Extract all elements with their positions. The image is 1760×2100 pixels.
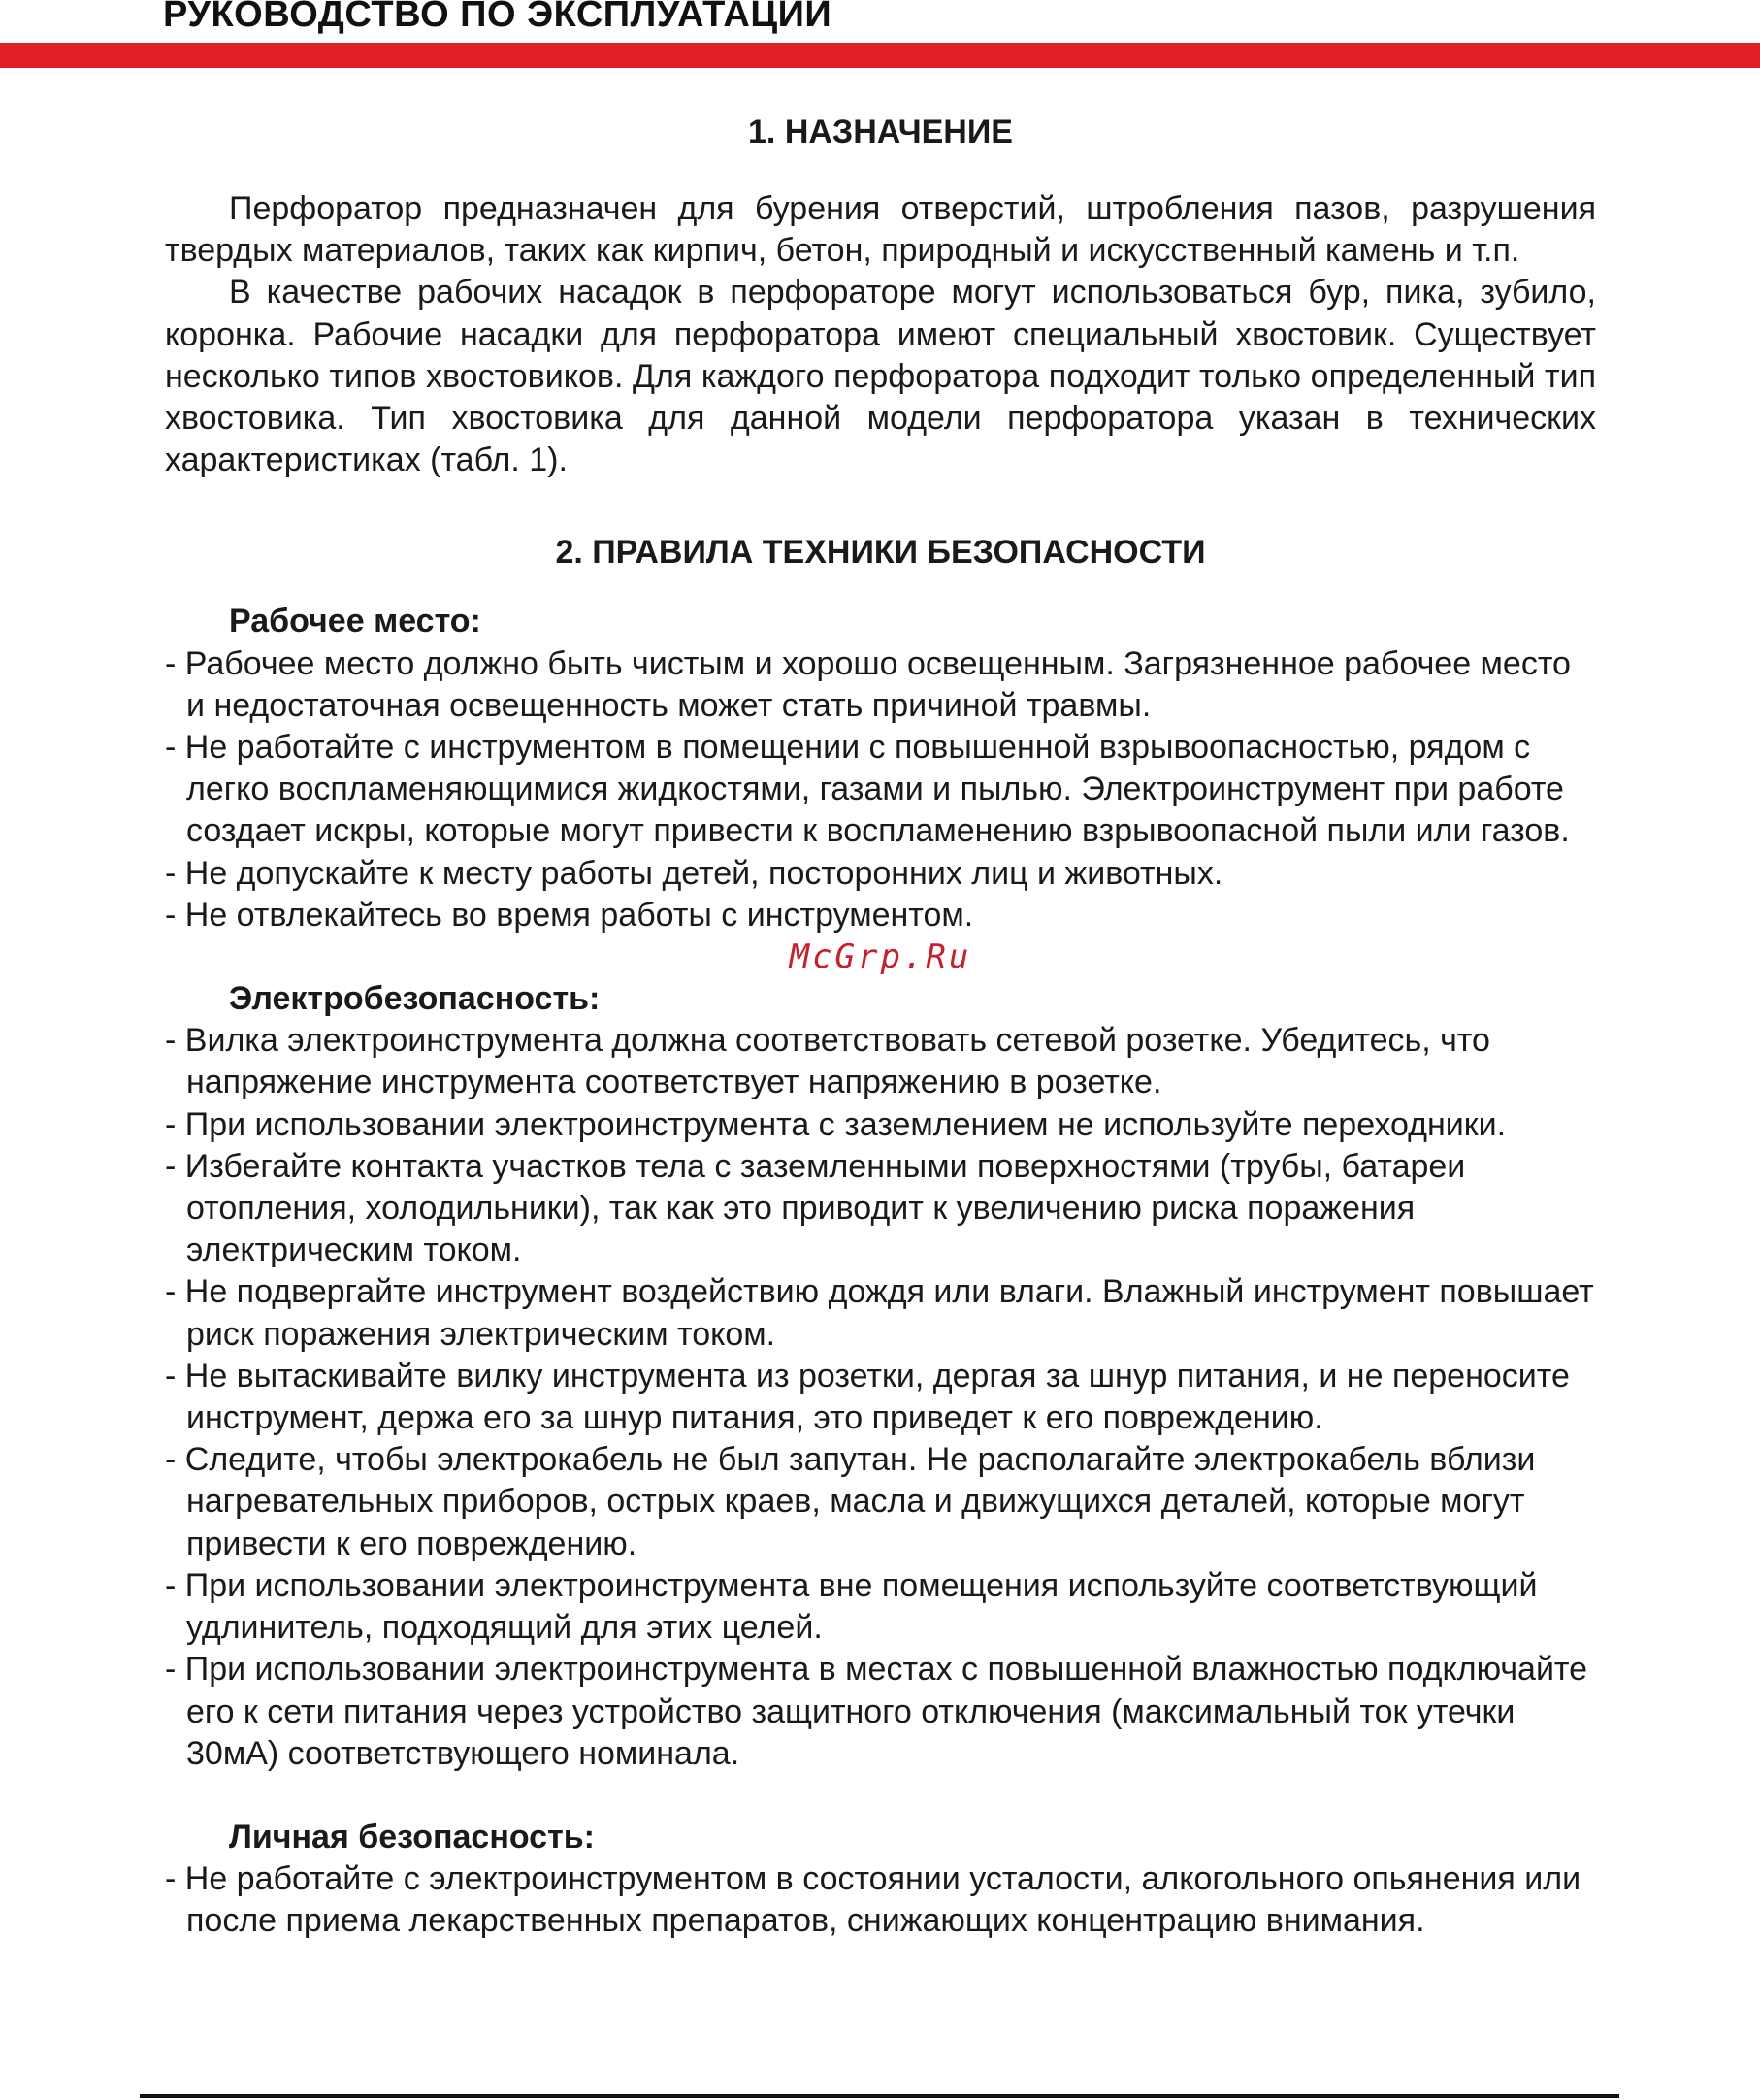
list-item: - Не допускайте к месту работы детей, посторонних лиц и животных. [165,854,1223,892]
list-item: - При использовании электроинструмента вне помещения используйте соответствующий удлинитель, подходящий для этих целей. [165,1566,1538,1647]
section-1-title: 1. НАЗНАЧЕНИЕ [748,114,1013,150]
spacer [165,1775,1596,1817]
electrical-subheading: Электробезопасность: [229,980,601,1018]
personal-list [165,1858,1596,1942]
workplace-list [165,643,1596,936]
list-item: - Не работайте с электроинструментом в состоянии усталости, алкогольного опьянения или после приема лекарственных препаратов, снижающих концентрацию внимания. [165,1860,1581,1940]
list-item: - Избегайте контакта участков тела с заземленными поверхностями (трубы, батареи отопления, холодильники), так как это приводит к увеличению риска поражения электрическим током. [165,1147,1466,1269]
list-item: - При использовании электроинструмента с заземлением не используйте переходники. [165,1105,1507,1143]
footer-rule [140,2094,1619,2098]
watermark-text: McGrp.Ru [789,937,972,977]
section-2-title: 2. ПРАВИЛА ТЕХНИКИ БЕЗОПАСНОСТИ [555,534,1206,572]
header-red-bar [0,43,1760,68]
list-item: - При использовании электроинструмента в местах с повышенной влажностью подключайте его к сети питания через устройство защитного отключения (максимальный ток утечки 30мА) соответствующего номинала. [165,1651,1588,1772]
workplace-subheading: Рабочее место: [229,603,481,640]
section-1-paragraph-1: Перфоратор предназначен для бурения отверстий, штробления пазов, разрушения твердых материалов, таких как кирпич, бетон, природный и искусственный камень и т.п. [165,190,1596,270]
manual-header-title: РУКОВОДСТВО ПО ЭКСПЛУАТАЦИИ [163,0,832,35]
list-item: - Не работайте с инструментом в помещении с повышенной взрывоопасностью, рядом с легко воспламеняющимися жидкостями, газами и пылью. Электроинструмент при работе создает искры, которые могут привести к воспламенению взрывоопасной пыли или газов. [165,729,1570,850]
section-1-paragraph-2: В качестве рабочих насадок в перфораторе могут использоваться бур, пика, зубило, коронка. Рабочие насадки для перфоратора имеют специальный хвостовик. Существует несколько типов хвостовиков. Для каждого перфоратора подходит только определенный тип хвостовика. Тип хвостовика для данной модели перфоратора указан в технических характеристиках (табл. 1). [165,274,1596,479]
list-item: - Не подвергайте инструмент воздействию дождя или влаги. Влажный инструмент повышает риск поражения электрическим током. [165,1273,1594,1353]
list-item: - Не отвлекайтесь во время работы с инструментом. [165,896,974,934]
personal-subheading: Личная безопасность: [229,1818,595,1855]
list-item: - Вилка электроинструмента должна соответствовать сетевой розетке. Убедитесь, что напряжение инструмента соответствует напряжению в розетке. [165,1022,1490,1101]
page-content [165,112,1596,1943]
list-item: - Следите, чтобы электрокабель не был запутан. Не располагайте электрокабель вблизи нагревательных приборов, острых краев, масла и движущихся деталей, которые могут привести к его повреждению. [165,1441,1536,1562]
list-item: - Не вытаскивайте вилку инструмента из розетки, дергая за шнур питания, и не переносите инструмент, держа его за шнур питания, это приведет к его повреждению. [165,1357,1570,1437]
list-item: - Рабочее место должно быть чистым и хорошо освещенным. Загрязненное рабочее место и недостаточная освещенность может стать причиной травмы. [165,644,1571,724]
electrical-list [165,1020,1596,1775]
